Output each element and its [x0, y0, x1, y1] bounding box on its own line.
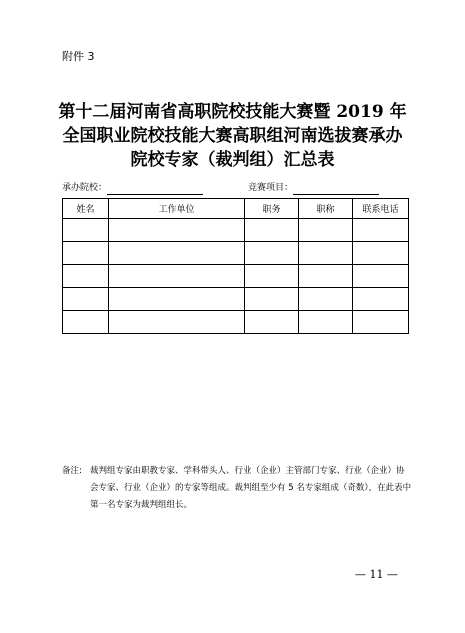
header-phone: 联系电话: [353, 199, 409, 219]
table-cell[interactable]: [299, 265, 353, 288]
table-cell[interactable]: [63, 265, 109, 288]
host-school-blank[interactable]: [107, 184, 203, 195]
attachment-label: 附件 3: [62, 50, 95, 63]
table-cell[interactable]: [109, 219, 245, 242]
table-cell[interactable]: [63, 288, 109, 311]
title-line-1: 第十二届河南省高职院校技能大赛暨 2019 年: [58, 102, 407, 122]
table-cell[interactable]: [63, 242, 109, 265]
note-text: 裁判组专家由职教专家、学科带头人、行业（企业）主管部门专家、行业（企业）协会专家、行业（企业）的专家等组成。裁判组至少有 5 名专家组成（奇数），在此表中第一名专家为裁判组组长。: [90, 466, 412, 510]
table-cell[interactable]: [63, 311, 109, 334]
table-header-row: [63, 199, 409, 219]
table-cell[interactable]: [353, 288, 409, 311]
header-fields: [62, 181, 408, 195]
table-cell[interactable]: [353, 265, 409, 288]
table-cell[interactable]: [109, 265, 245, 288]
header-position: 职务: [245, 199, 299, 219]
event-field: [248, 181, 379, 195]
document-title: [30, 100, 435, 172]
header-name: 姓名: [63, 199, 109, 219]
table-row: [63, 288, 409, 311]
table-row: [63, 311, 409, 334]
event-blank[interactable]: [293, 184, 379, 195]
table-cell[interactable]: [245, 288, 299, 311]
event-label: 竞赛项目：: [248, 183, 294, 193]
page-number: — 11 —: [355, 568, 398, 581]
table-cell[interactable]: [353, 311, 409, 334]
table-cell[interactable]: [109, 311, 245, 334]
header-title: 职称: [299, 199, 353, 219]
table-cell[interactable]: [245, 242, 299, 265]
table-cell[interactable]: [353, 242, 409, 265]
table-cell[interactable]: [245, 311, 299, 334]
host-school-label: 承办院校：: [62, 183, 108, 193]
title-line-2: 全国职业院校技能大赛高职组河南选拔赛承办: [62, 126, 403, 146]
table-cell[interactable]: [299, 219, 353, 242]
table-cell[interactable]: [245, 265, 299, 288]
table-cell[interactable]: [299, 242, 353, 265]
table-cell[interactable]: [299, 311, 353, 334]
note-block: [62, 463, 412, 514]
table-cell[interactable]: [109, 242, 245, 265]
table-row: [63, 265, 409, 288]
host-school-field: [62, 181, 203, 195]
header-work-unit: 工作单位: [109, 199, 245, 219]
expert-summary-table: [62, 198, 409, 334]
note-label: 备注:: [62, 466, 82, 476]
table-cell[interactable]: [353, 219, 409, 242]
table-cell[interactable]: [245, 219, 299, 242]
table-row: [63, 242, 409, 265]
title-line-3: 院校专家（裁判组）汇总表: [130, 150, 335, 170]
table-cell[interactable]: [63, 219, 109, 242]
table-row: [63, 219, 409, 242]
table-cell[interactable]: [299, 288, 353, 311]
table-cell[interactable]: [109, 288, 245, 311]
